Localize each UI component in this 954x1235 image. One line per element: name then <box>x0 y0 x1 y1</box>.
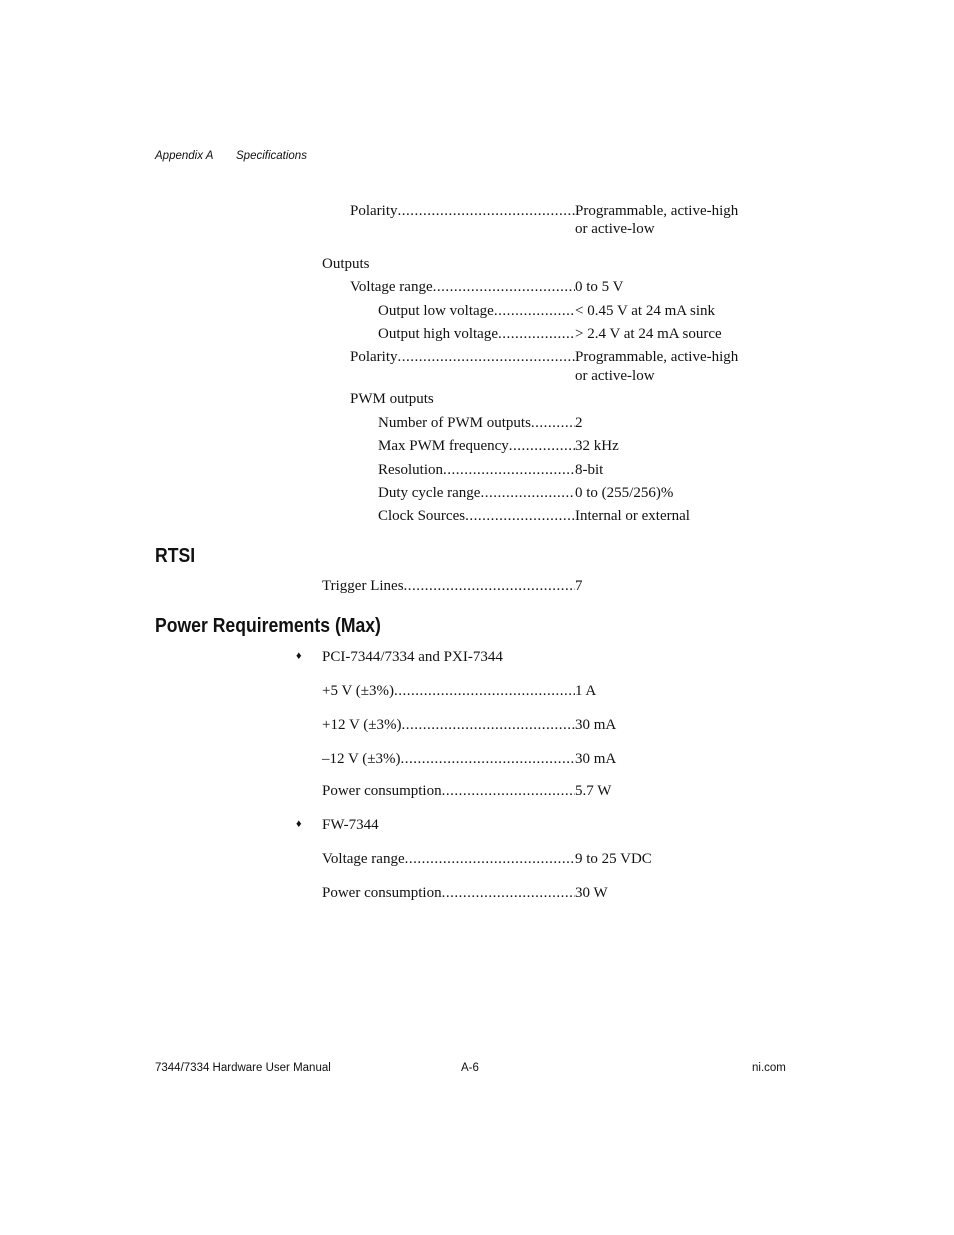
spec-label: Power consumption <box>322 885 442 901</box>
outputs-title: Outputs <box>322 256 370 272</box>
spec-row-pwm <box>378 461 575 479</box>
spec-value: Programmable, active-high <box>575 349 739 365</box>
spec-label: +5 V (±3%) <box>322 683 394 699</box>
spec-label: –12 V (±3%) <box>322 751 401 767</box>
spec-label: Polarity <box>350 349 398 365</box>
spec-value: 8-bit <box>575 462 604 478</box>
leader-dots <box>398 348 576 366</box>
leader-dots <box>394 682 575 700</box>
footer-website: ni.com <box>752 1062 786 1074</box>
spec-value: < 0.45 V at 24 mA sink <box>575 303 716 319</box>
spec-value: 9 to 25 VDC <box>575 851 652 867</box>
spec-label: Clock Sources <box>378 508 466 524</box>
spec-row-trigger-lines <box>322 577 575 595</box>
spec-row-pwm <box>378 414 575 432</box>
leader-dots <box>480 484 575 502</box>
leader-dots <box>531 414 575 432</box>
spec-row-pwm <box>378 484 575 502</box>
spec-row-output-low <box>378 302 575 320</box>
leader-dots <box>398 202 576 220</box>
spec-value-continued: or active-low <box>575 221 655 237</box>
leader-dots <box>401 716 575 734</box>
spec-label: Output high voltage <box>378 326 498 342</box>
spec-value: > 2.4 V at 24 mA source <box>575 326 722 342</box>
section-heading-power: Power Requirements (Max) <box>155 615 381 637</box>
spec-value: 0 to (255/256)% <box>575 485 674 501</box>
spec-label: Output low voltage <box>378 303 494 319</box>
leader-dots <box>404 577 575 595</box>
section-heading-rtsi: RTSI <box>155 545 196 567</box>
spec-row-voltage-range <box>350 278 575 296</box>
spec-row-power <box>322 682 575 700</box>
spec-value: 32 kHz <box>575 438 619 454</box>
footer-manual-title: 7344/7334 Hardware User Manual <box>155 1062 331 1074</box>
leader-dots <box>433 278 575 296</box>
leader-dots <box>498 325 575 343</box>
spec-row-power <box>322 782 575 800</box>
header-appendix: Appendix A <box>155 150 214 162</box>
leader-dots <box>509 437 575 455</box>
spec-label: Power consumption <box>322 783 442 799</box>
spec-row-pwm <box>378 507 575 525</box>
bullet-icon: ♦ <box>296 650 302 662</box>
spec-label: Max PWM frequency <box>378 438 509 454</box>
leader-dots <box>442 884 575 902</box>
spec-value: 5.7 W <box>575 783 612 799</box>
spec-value: 2 <box>575 415 583 431</box>
spec-value: 30 mA <box>575 717 617 733</box>
power-group-title: FW-7344 <box>322 817 379 833</box>
spec-label: Polarity <box>350 203 398 219</box>
spec-value: 30 W <box>575 885 608 901</box>
spec-value: Internal or external <box>575 508 690 524</box>
spec-label: Trigger Lines <box>322 578 404 594</box>
spec-label: Voltage range <box>350 279 433 295</box>
leader-dots <box>442 782 575 800</box>
spec-label: Voltage range <box>322 851 405 867</box>
spec-value: 1 A <box>575 683 597 699</box>
spec-value: 30 mA <box>575 751 617 767</box>
leader-dots <box>443 461 575 479</box>
spec-label: +12 V (±3%) <box>322 717 402 733</box>
spec-value: 7 <box>575 578 583 594</box>
spec-label: Resolution <box>378 462 444 478</box>
leader-dots <box>405 850 575 868</box>
spec-value-continued: or active-low <box>575 368 655 384</box>
spec-value: Programmable, active-high <box>575 203 739 219</box>
footer-page-number: A-6 <box>461 1062 479 1074</box>
spec-row-power <box>322 716 575 734</box>
spec-row-power <box>322 850 575 868</box>
power-group-title: PCI-7344/7334 and PXI-7344 <box>322 649 503 665</box>
leader-dots <box>494 302 575 320</box>
leader-dots <box>465 507 575 525</box>
spec-row-pwm <box>378 437 575 455</box>
bullet-icon: ♦ <box>296 818 302 830</box>
spec-row-polarity-inputs <box>350 202 575 220</box>
pwm-title: PWM outputs <box>350 391 434 407</box>
leader-dots <box>401 750 575 768</box>
spec-row-polarity-outputs <box>350 348 575 366</box>
spec-value: 0 to 5 V <box>575 279 624 295</box>
spec-row-power <box>322 750 575 768</box>
header-section: Specifications <box>236 150 307 162</box>
spec-label: Duty cycle range <box>378 485 481 501</box>
spec-row-output-high <box>378 325 575 343</box>
spec-row-power <box>322 884 575 902</box>
spec-label: Number of PWM outputs <box>378 415 531 431</box>
